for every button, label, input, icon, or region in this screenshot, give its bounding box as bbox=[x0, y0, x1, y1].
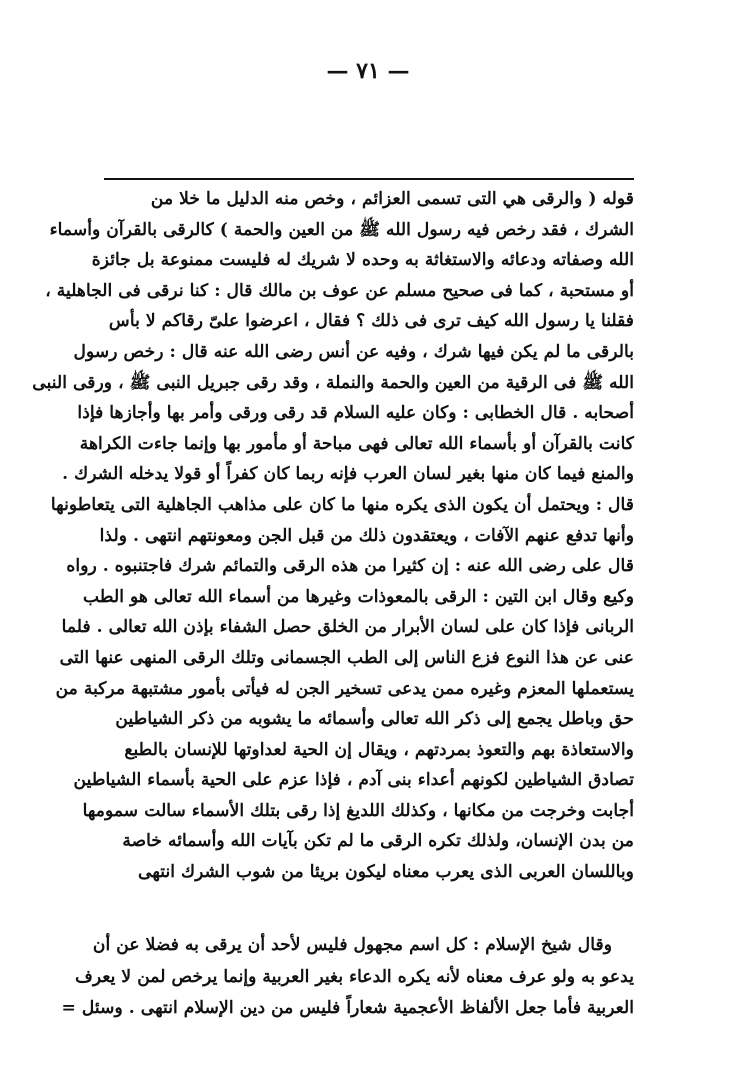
text-line: الشرك ، فقد رخص فيه رسول الله ﷺ من العين والحمة ) كالرقى بالقرآن وأسماء bbox=[49, 219, 634, 240]
text-line: تصادق الشياطين لكونهم أعداء بنى آدم ، فإذا عزم على الحية بأسماء الشياطين bbox=[73, 770, 634, 791]
main-paragraph bbox=[32, 184, 634, 888]
text-line: عنى عن هذا النوع فزع الناس إلى الطب الجسمانى وتلك الرقى المنهى عنها التى bbox=[59, 647, 634, 668]
header-rule bbox=[104, 178, 634, 180]
text-line: أصحابه . قال الخطابى : وكان عليه السلام قد رقى ورقى وأمر بها وأجازها فإذا bbox=[77, 403, 634, 424]
text-line: وباللسان العربى الذى يعرب معناه ليكون بريئا من شوب الشرك انتهى bbox=[138, 862, 634, 883]
second-paragraph bbox=[61, 930, 634, 1025]
text-line: الله ﷺ فى الرقية من العين والحمة والنملة ، وقد رقى جبريل النبى ﷺ ، ورقى النبى bbox=[32, 372, 634, 393]
text-line: أو مستحبة ، كما فى صحيح مسلم عن عوف بن مالك قال : كنا نرقى فى الجاهلية ، bbox=[45, 280, 634, 301]
text-line: حق وباطل يجمع إلى ذكر الله تعالى وأسمائه ما يشوبه من ذكر الشياطين bbox=[115, 709, 634, 730]
text-line: قال على رضى الله عنه : إن كثيرا من هذه الرقى والتمائم شرك فاجتنبوه . رواه bbox=[66, 556, 634, 577]
page-number: — ٧١ — bbox=[326, 58, 410, 84]
text-line: الله وصفاته ودعائه والاستغاثة به وحده لا شريك له فليست ممنوعة بل جائزة bbox=[91, 250, 634, 271]
text-line: وأنها تدفع عنهم الآفات ، ويعتقدون ذلك من قبل الجن ومعونتهم انتهى . ولذا bbox=[99, 525, 634, 546]
text-line: فقلنا يا رسول الله كيف ترى فى ذلك ؟ فقال ، اعرضوا علىّ رقاكم لا بأس bbox=[108, 311, 634, 332]
text-line: يدعو به ولو عرف معناه لأنه يكره الدعاء بغير العربية وإنما يرخص لمن لا يعرف bbox=[75, 966, 634, 987]
text-line: بالرقى ما لم يكن فيها شرك ، وفيه عن أنس رضى الله عنه قال : رخص رسول bbox=[73, 341, 634, 362]
text-line: أجابت وخرجت من مكانها ، وكذلك اللديغ إذا رقى بتلك الأسماء سالت سمومها bbox=[82, 800, 634, 821]
text-line: وكيع وقال ابن التين : الرقى بالمعوذات وغيرها من أسماء الله تعالى هو الطب bbox=[82, 586, 634, 607]
text-line: قال : ويحتمل أن يكون الذى يكره منها ما كان على مذاهب الجاهلية التى يتعاطونها bbox=[50, 494, 634, 515]
text-line: الربانى فإذا كان على لسان الأبرار من الخلق حصل الشفاء بإذن الله تعالى . فلما bbox=[61, 617, 634, 638]
text-line: كانت بالقرآن أو بأسماء الله تعالى فهى مباحة أو مأمور بها وإنما جاءت الكراهة bbox=[79, 433, 634, 454]
text-line: من بدن الإنسان، ولذلك تكره الرقى ما لم تكن بآيات الله وأسمائه خاصة bbox=[122, 831, 634, 852]
text-line: والمنع فيما كان منها بغير لسان العرب فإنه ربما كان كفراً أو قولا يدخله الشرك . bbox=[62, 464, 634, 485]
text-line: وقال شيخ الإسلام : كل اسم مجهول فليس لأحد أن يرقى به فضلا عن أن bbox=[92, 935, 612, 955]
text-line: العربية فأما جعل الألفاظ الأعجمية شعاراً فليس من دين الإسلام انتهى . وسئل = bbox=[61, 998, 634, 1018]
text-line: يستعملها المعزم وغيره ممن يدعى تسخير الجن له فيأتى بأمور مشتبهة مركبة من bbox=[55, 678, 634, 699]
text-line: والاستعاذة بهم والتعوذ بمردتهم ، ويقال إن الحية لعداوتها للإنسان بالطبع bbox=[124, 739, 634, 760]
text-line: قوله ( والرقى هي التى تسمى العزائم ، وخص منه الدليل ما خلا من bbox=[150, 189, 634, 209]
